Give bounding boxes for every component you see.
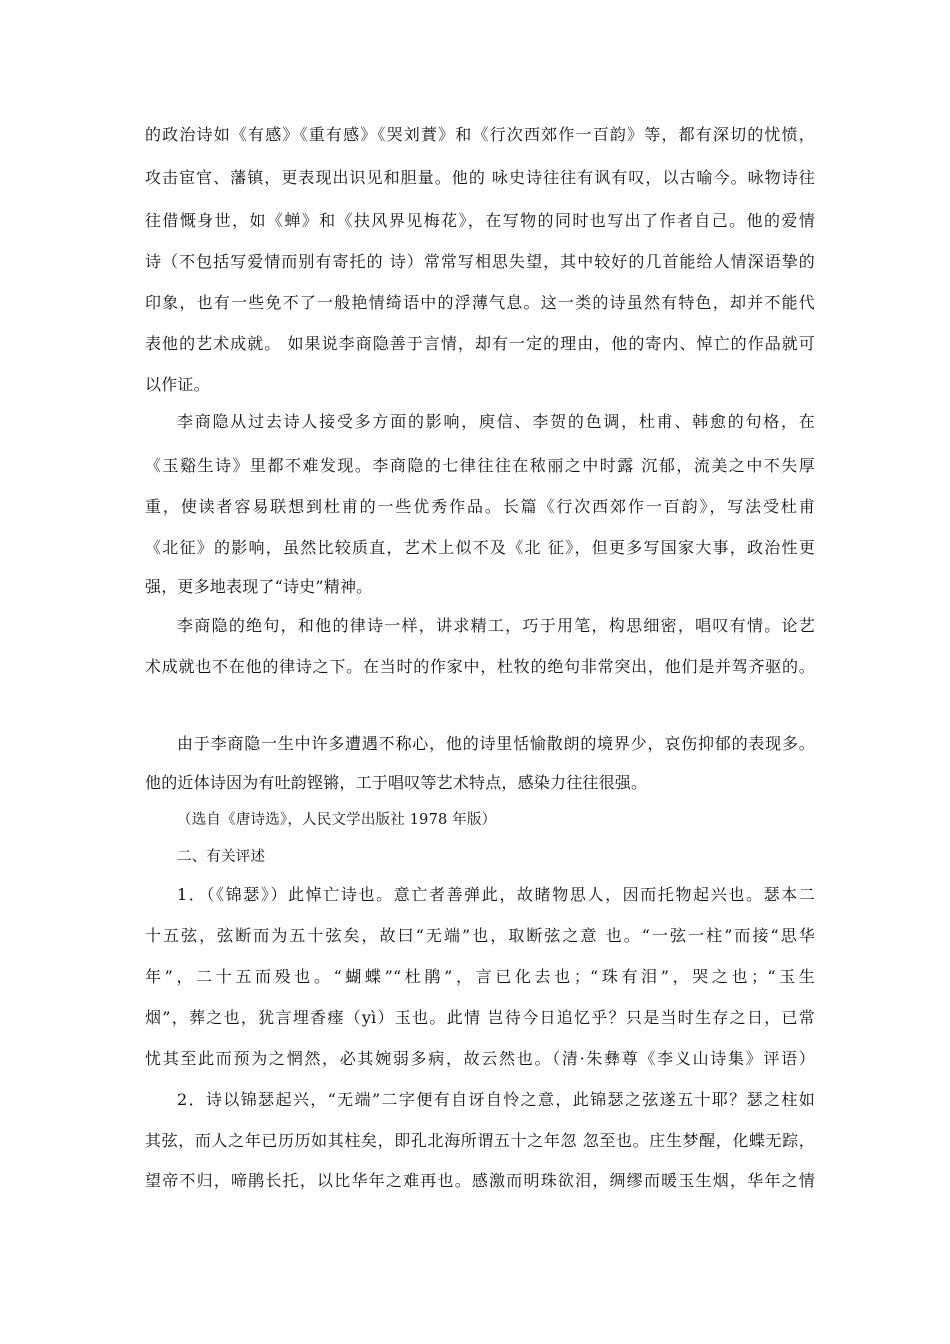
text-line: 李商隐的绝句，和他的律诗一样，讲求精工，巧于用笔，构思细密，唱叹有情。论艺 [177,616,815,635]
text-line: 的政治诗如《有感》《重有感》《哭刘蕡》和《行次西郊作一百韵》等，都有深切的忧愤， [145,125,815,144]
text-line: 《玉谿生诗》里都不难发现。李商隐的七律往往在秾丽之中时露 沉郁，流美之中不失厚 [145,456,815,475]
text-line: 十五弦，弦断而为五十弦矣，故曰“无端”也，取断弦之意 也。“一弦一柱”而接“思华 [145,926,815,945]
text-line: 烟”，葬之也，犹言埋香瘗（yì）玉也。此情 岂待今日追忆乎？只是当时生存之日，已常 [145,1008,815,1027]
text-line: 望帝不归，啼鹃长托，以比华年之难再也。感激而明珠欲泪，绸缪而暖玉生烟，华年之情 [145,1171,815,1190]
text-line: 忧其至此而预为之惘然，必其婉弱多病，故云然也。（清·朱彝尊《李义山诗集》评语） [145,1049,815,1068]
text-line: 他的近体诗因为有吐韵铿锵，工于唱叹等艺术特点，感染力往往很强。 [145,773,648,792]
text-line: 其弦，而人之年已历历如其柱矣，即孔北海所谓五十之年忽 忽至也。庄生梦醒，化蝶无踪， [145,1131,815,1150]
text-line: 术成就也不在他的律诗之下。在当时的作家中，杜牧的绝句非常突出，他们是并驾齐驱的。 [145,657,815,676]
text-line: 李商隐从过去诗人接受多方面的影响，庾信、李贺的色调，杜甫、韩愈的句格，在 [177,412,815,431]
source-citation: （选自《唐诗选》，人民文学出版社 1978 年版） [177,812,497,828]
text-line: 重，使读者容易联想到杜甫的一些优秀作品。长篇《行次西郊作一百韵》，写法受杜甫 [145,497,815,516]
text-line: 1．（《锦瑟》）此悼亡诗也。意亡者善弹此，故睹物思人，因而托物起兴也。瑟本二 [177,885,815,904]
text-line: 强，更多地表现了“诗史”精神。 [145,577,373,596]
text-line: 攻击宦官、藩镇，更表现出识见和胆量。他的 咏史诗往往有讽有叹，以古喻今。咏物诗往 [145,168,815,187]
text-line: 以作证。 [145,375,210,394]
text-line: 2．诗以锦瑟起兴，“无端”二字便有自讶自怜之意，此锦瑟之弦遂五十耶？瑟之柱如 [177,1090,815,1109]
section-heading: 二、有关评述 [177,849,266,865]
text-line: 往借慨身世，如《蝉》和《扶风界见梅花》，在写物的同时也写出了作者自己。他的爱情 [145,211,815,230]
text-line: 印象，也有一些免不了一般艳情绮语中的浮薄气息。这一类的诗虽然有特色，却并不能代 [145,293,815,312]
text-line: 《北征》的影响，虽然比较质直，艺术上似不及《北 征》，但更多写国家大事，政治性更 [145,538,815,557]
text-line: 表他的艺术成就。 如果说李商隐善于言情，却有一定的理由，他的寄内、悼亡的作品就可 [145,334,815,353]
text-line: 年”，二十五而殁也。“蝴蝶”“杜鹃”，言已化去也；“珠有泪”，哭之也；“玉生 [145,967,815,986]
text-line: 诗（不包括写爱情而别有寄托的 诗）常常写相思失望，其中较好的几首能给人情深语挚的 [145,252,815,271]
text-line: 由于李商隐一生中许多遭遇不称心，他的诗里恬愉散朗的境界少，哀伤抑郁的表现多。 [177,734,815,753]
